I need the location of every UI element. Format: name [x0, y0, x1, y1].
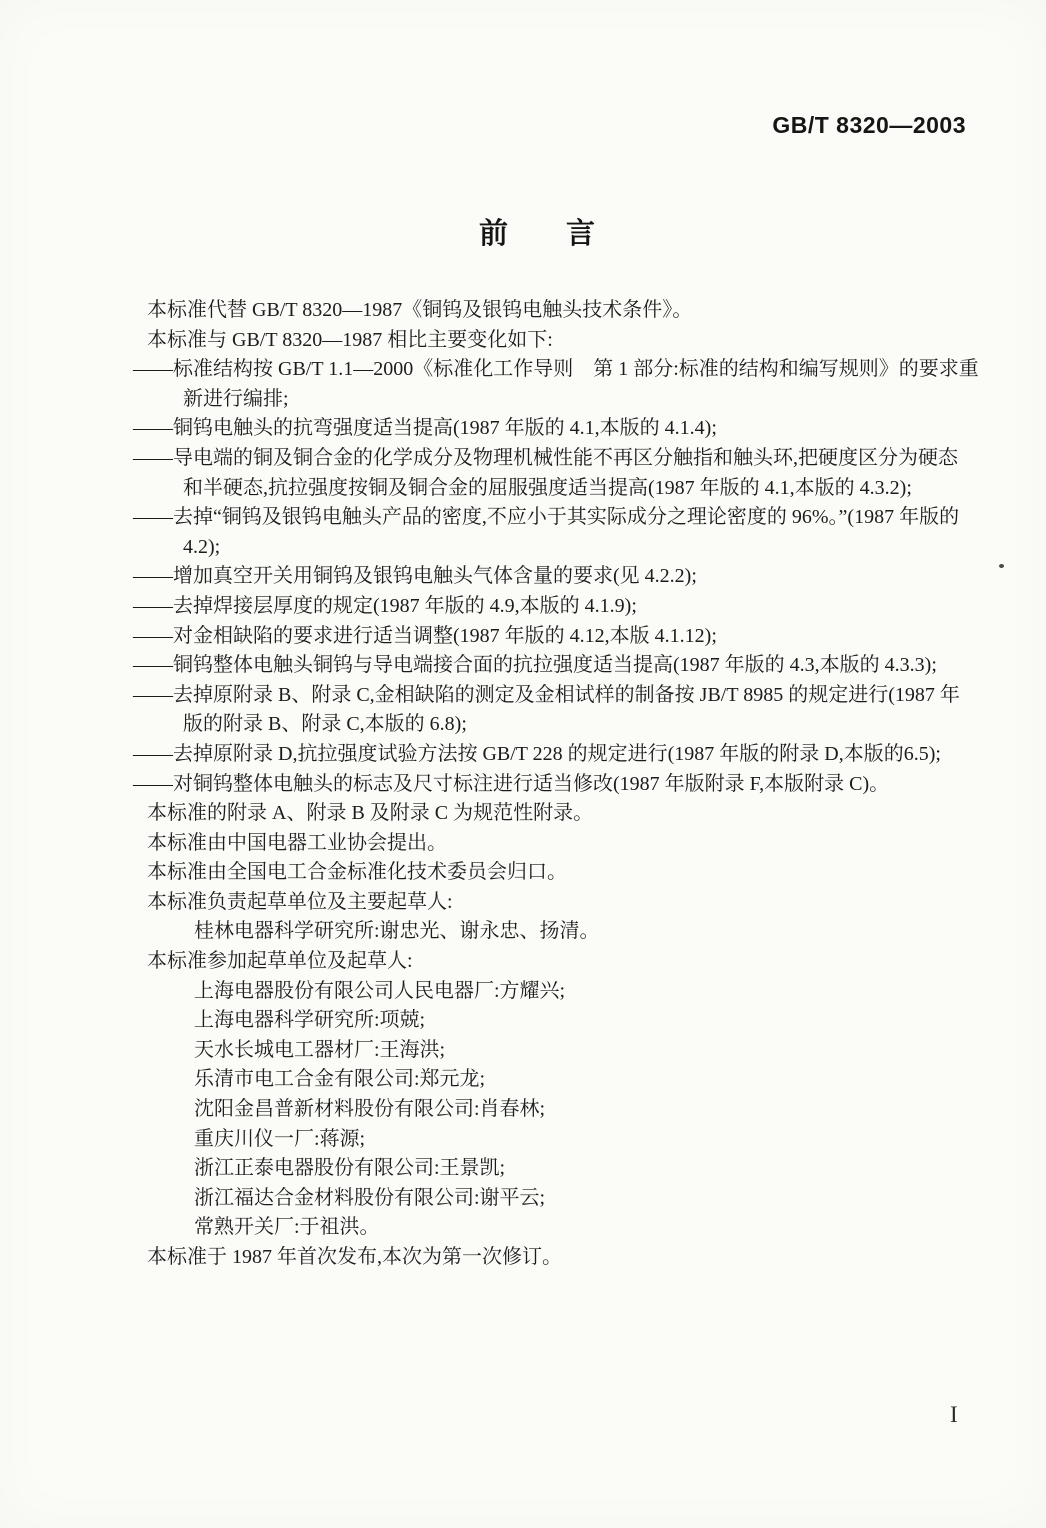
- text-line: 浙江福达合金材料股份有限公司:谢平云;: [194, 1186, 546, 1209]
- text-line: 本标准与 GB/T 8320—1987 相比主要变化如下:: [147, 328, 553, 351]
- text-line: ——铜钨整体电触头铜钨与导电端接合面的抗拉强度适当提高(1987 年版的 4.3,本版的 4.3.3);: [133, 654, 937, 677]
- text-line: ——去掉“铜钨及银钨电触头产品的密度,不应小于其实际成分之理论密度的 96%。”(1987 年版的: [133, 506, 960, 529]
- text-line: ——去掉原附录 B、附录 C,金相缺陷的测定及金相试样的制备按 JB/T 8985 的规定进行(1987 年: [133, 683, 960, 706]
- text-line: ——增加真空开关用铜钨及银钨电触头气体含量的要求(见 4.2.2);: [133, 565, 697, 588]
- text-line: ——导电端的铜及铜合金的化学成分及物理机械性能不再区分触指和触头环,把硬度区分为硬态: [133, 446, 958, 469]
- text-line: 本标准由全国电工合金标准化技术委员会归口。: [147, 861, 567, 884]
- page-title: 前 言: [478, 218, 595, 250]
- scan-artifact-dot: [999, 564, 1004, 568]
- text-line: 沈阳金昌普新材料股份有限公司:肖春林;: [194, 1098, 546, 1121]
- text-line: 重庆川仪一厂:蒋源;: [194, 1127, 366, 1150]
- text-line: 本标准由中国电器工业协会提出。: [147, 831, 447, 854]
- text-line: 本标准参加起草单位及起草人:: [147, 950, 413, 973]
- text-line: 本标准的附录 A、附录 B 及附录 C 为规范性附录。: [147, 802, 594, 825]
- text-line: 本标准负责起草单位及主要起草人:: [147, 890, 453, 913]
- text-line: 桂林电器科学研究所:谢忠光、谢永忠、扬清。: [194, 920, 600, 943]
- text-line: ——对铜钨整体电触头的标志及尺寸标注进行适当修改(1987 年版附录 F,本版附录 C)。: [133, 772, 890, 795]
- text-line: ——去掉焊接层厚度的规定(1987 年版的 4.9,本版的 4.1.9);: [133, 594, 637, 617]
- text-line: ——去掉原附录 D,抗拉强度试验方法按 GB/T 228 的规定进行(1987 年版的附录 D,本版的6.5);: [133, 742, 941, 765]
- page-number: I: [950, 1402, 958, 1427]
- text-line: 本标准于 1987 年首次发布,本次为第一次修订。: [147, 1246, 562, 1268]
- text-line: 常熟开关厂:于祖洪。: [194, 1216, 380, 1239]
- text-line: 版的附录 B、附录 C,本版的 6.8);: [183, 713, 467, 736]
- text-line: ——标准结构按 GB/T 1.1—2000《标准化工作导则 第 1 部分:标准的结构和编写规则》的要求重: [133, 358, 979, 381]
- text-line: 新进行编排;: [183, 387, 289, 410]
- body-text: [133, 296, 979, 1273]
- text-line: 和半硬态,抗拉强度按铜及铜合金的屈服强度适当提高(1987 年版的 4.1,本版的 4.3.2);: [183, 476, 912, 499]
- text-line: 上海电器科学研究所:项兢;: [194, 1009, 426, 1032]
- text-line: 天水长城电工器材厂:王海洪;: [194, 1038, 446, 1061]
- text-line: 上海电器股份有限公司人民电器厂:方耀兴;: [194, 979, 566, 1002]
- text-line: 本标准代替 GB/T 8320—1987《铜钨及银钨电触头技术条件》。: [147, 299, 693, 321]
- text-line: 乐清市电工合金有限公司:郑元龙;: [194, 1068, 486, 1091]
- text-line: ——对金相缺陷的要求进行适当调整(1987 年版的 4.12,本版 4.1.12);: [133, 624, 717, 647]
- text-line: 浙江正泰电器股份有限公司:王景凯;: [194, 1157, 506, 1180]
- text-line: 4.2);: [183, 535, 221, 558]
- text-line: ——铜钨电触头的抗弯强度适当提高(1987 年版的 4.1,本版的 4.1.4);: [133, 417, 717, 440]
- standard-number: GB/T 8320—2003: [772, 112, 966, 138]
